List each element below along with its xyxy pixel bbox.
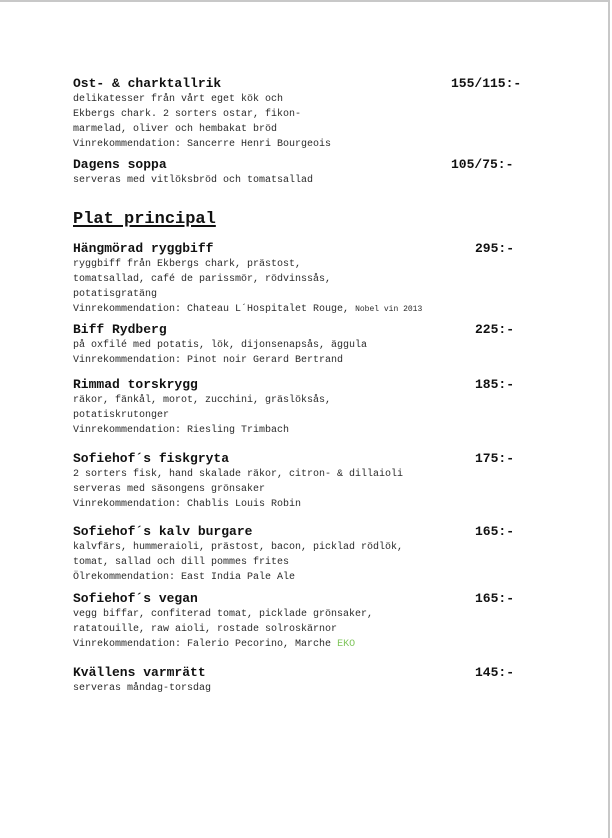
item-desc-line: räkor, fänkål, morot, zucchini, gräslöksås, [73, 395, 332, 406]
item-desc-line: serveras med vitlöksbröd och tomatsallad [73, 175, 314, 186]
item-desc-line: serveras måndag-torsdag [73, 683, 212, 694]
item-price: 225:- [475, 322, 515, 337]
item-desc-line: tomat, sallad och dill pommes frites [73, 557, 290, 568]
item-desc-line: kalvfärs, hummeraioli, prästost, bacon, picklad rödlök, [73, 542, 404, 553]
item-desc-line: serveras med säsongens grönsaker [73, 484, 266, 495]
item-name: Sofiehof´s vegan [73, 591, 198, 606]
wine-recommendation: Vinrekommendation: Riesling Trimbach [73, 425, 290, 436]
wine-text: Vinrekommendation: Falerio Pecorino, Marche [73, 639, 332, 650]
item-desc-line: ratatouille, raw aioli, rostade solroskärnor [73, 624, 338, 635]
item-name: Rimmad torskrygg [73, 377, 198, 392]
item-desc-line: potatiskrutonger [73, 410, 170, 421]
menu-item-ost-charktallrik [73, 76, 533, 152]
item-price: 105/75:- [451, 157, 514, 172]
wine-recommendation [73, 637, 533, 652]
item-name: Hängmörad ryggbiff [73, 241, 214, 256]
item-price: 295:- [475, 241, 515, 256]
menu-item-dagens-soppa [73, 157, 533, 188]
award-note: Nobel vin 2013 [355, 305, 423, 314]
eko-badge: EKO [337, 639, 356, 650]
item-price: 145:- [475, 665, 515, 680]
item-desc-line: potatisgratäng [73, 289, 158, 300]
item-name: Sofiehof´s fiskgryta [73, 451, 230, 466]
item-desc-line: vegg biffar, confiterad tomat, picklade grönsaker, [73, 609, 374, 620]
item-desc-line: på oxfilé med potatis, lök, dijonsenapsås, äggula [73, 340, 368, 351]
item-price: 165:- [475, 591, 515, 606]
item-price: 175:- [475, 451, 515, 466]
menu-item-fiskgryta [73, 451, 533, 512]
section-heading: Plat principal [73, 210, 216, 229]
item-desc-line: Ekbergs chark. 2 sorters ostar, fikon- [73, 109, 302, 120]
item-desc-line: 2 sorters fisk, hand skalade räkor, citron- & dillaioli [73, 469, 404, 480]
menu-item-vegan [73, 591, 533, 652]
wine-recommendation [73, 302, 533, 317]
wine-text: Vinrekommendation: Chateau L´Hospitalet Rouge, [73, 304, 350, 315]
item-name: Ost- & charktallrik [73, 76, 222, 91]
item-price: 165:- [475, 524, 515, 539]
item-name: Dagens soppa [73, 157, 167, 172]
item-name: Biff Rydberg [73, 322, 167, 337]
item-desc-line: tomatsallad, café de parissmör, rödvinssås, [73, 274, 332, 285]
menu-item-kvallens-varmratt [73, 665, 533, 696]
menu-item-rimmad-torskrygg [73, 377, 533, 438]
item-price: 155/115:- [451, 76, 522, 91]
beer-recommendation: Ölrekommendation: East India Pale Ale [73, 572, 296, 583]
menu-item-hangmorad-ryggbiff [73, 241, 533, 317]
item-desc-line: marmelad, oliver och hembakat bröd [73, 124, 278, 135]
item-desc-line: ryggbiff från Ekbergs chark, prästost, [73, 259, 302, 270]
menu-item-biff-rydberg [73, 322, 533, 368]
item-desc-line: delikatesser från vårt eget kök och [73, 94, 284, 105]
menu-item-kalv-burgare [73, 524, 533, 585]
item-name: Sofiehof´s kalv burgare [73, 524, 253, 539]
wine-recommendation: Vinrekommendation: Pinot noir Gerard Bertrand [73, 355, 344, 366]
wine-recommendation: Vinrekommendation: Sancerre Henri Bourgeois [73, 139, 332, 150]
item-name: Kvällens varmrätt [73, 665, 206, 680]
wine-recommendation: Vinrekommendation: Chablis Louis Robin [73, 499, 302, 510]
item-price: 185:- [475, 377, 515, 392]
